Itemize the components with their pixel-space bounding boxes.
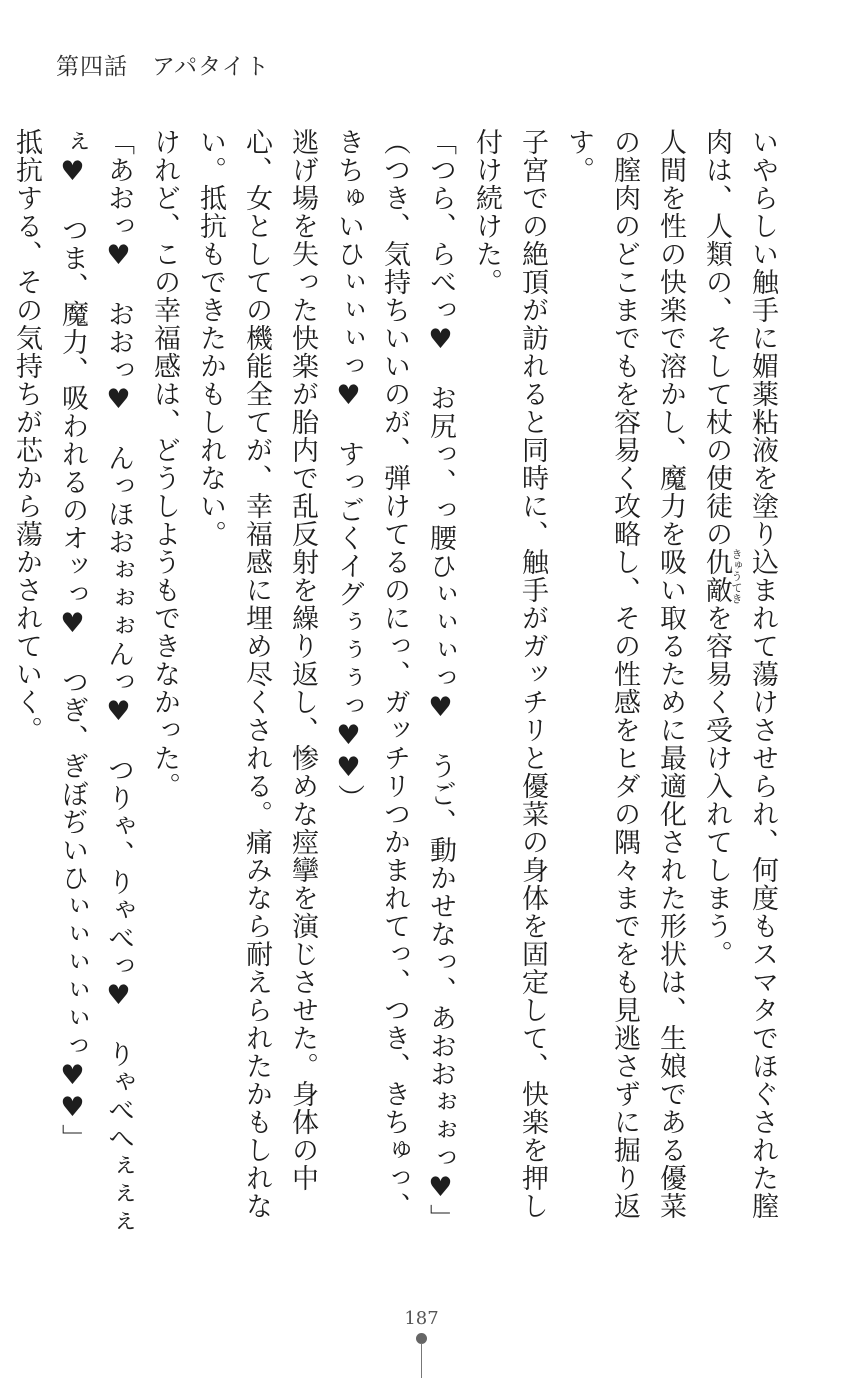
chapter-title: アパタイト (152, 54, 270, 80)
chapter-label: 第四話 (56, 54, 128, 80)
running-head (56, 48, 270, 81)
paragraph-1: いやらしい触手に媚薬粘液を塗り込まれて蕩けさせられ、何度もスマタでほぐされた膣肉は、人類の、そして杖の使徒の仇敵きゅうてきを容易く受け入れてしまう。 (701, 128, 778, 1220)
folio-line (421, 1343, 422, 1378)
dialogue-1: 「つら、らべっ♥ お尻っ、っ腰ひぃぃぃっ♥ うご、動かせなっ、あおおぉぉっ♥」 (425, 128, 456, 1232)
body-text (11, 128, 785, 1243)
inner-monologue: （つき、気持ちいいのが、弾けてるのにっ、ガッチリつかまれてっ、つき、きちゅっ、きちゅいひぃぃぃっ♥ すっごくイグぅぅぅっ♥♥） (333, 128, 410, 1220)
page-number: 187 (404, 1308, 439, 1329)
paragraph-2: 人間を性の快楽で溶かし、魔力を吸い取るために最適化された形状は、生娘である優菜の膣肉のどこまでもを容易く攻略し、その性感をヒダの隅々までをも見逃さずに掘り返す。 (563, 128, 686, 1220)
paragraph-3: 子宮での絶頂が訪れると同時に、触手がガッチリと優菜の身体を固定して、快楽を押し付け続けた。 (471, 128, 548, 1220)
dialogue-2: 「あおっ♥ おおっ♥ んっほおぉぉぉんっ♥ つりゃ、りゃべっ♥ りゃべへぇぇぇぇ♥ つま、魔力、吸われるのオッっ♥ つぎ、ぎぼぢいひぃぃぃぃぃっ♥♥」 (57, 128, 134, 1236)
paragraph-4: 逃げ場を失った快楽が胎内で乱反射を繰り返し、惨めな痙攣を演じさせた。身体の中心、女としての機能全てが、幸福感に埋め尽くされる。痛みなら耐えられたかもしれない。抵抗もできたかもしれない。 (195, 128, 318, 1220)
paragraph-6: 抵抗する、その気持ちが芯から蕩かされていく。 (11, 128, 42, 744)
paragraph-5: けれど、この幸福感は、どうしようもできなかった。 (149, 128, 180, 800)
ruby-kyuteki: 仇敵きゅうてき (701, 548, 743, 604)
